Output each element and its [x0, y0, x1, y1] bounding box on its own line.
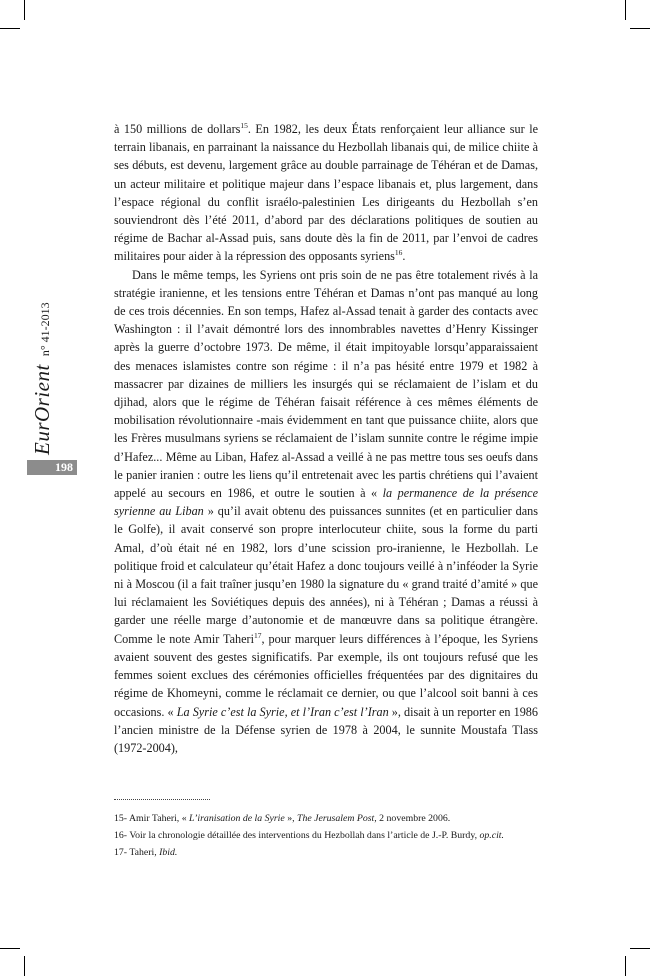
crop-mark — [625, 956, 626, 976]
page-number: 198 — [27, 460, 77, 475]
footnotes — [114, 812, 538, 863]
paragraph — [114, 120, 538, 266]
crop-mark — [625, 0, 626, 20]
paragraph — [114, 266, 538, 757]
text-run: Dans le même temps, les Syriens ont pris soin de ne pas être totalement rivés à la stratégie iranienne, et les tensions entre Téhéran et Damas n’ont pas manqué au long de ces trois décennies. En son temps, Hafez al-Assad tenait à garder des contacts avec Washington : il l’avait démontré lors des innombrables navettes d’Henry Kissinger après la guerre d’octobre 1973. De même, il était impitoyable lorsqu’apparaissaient des menaces islamistes contre son régime : il n’a pas hésité entre 1979 et 1982 à massacrer par dizaines de milliers les insurgés qui se réclamaient de l’islam et du djihad, alors que le régime de Téhéran faisait référence à ces mêmes éléments de mobilisation révolutionnaire -mais évidemment en tant que puissance chiite, alors que les Frères musulmans syriens se réclamaient de l’islam sunnite contre le régime impie d’Hafez... Même au Liban, Hafez al-Assad a veillé à ne pas mettre tous ses oeufs dans le panier iranien : outre les liens qu’il entretenait avec les partis chrétiens qui l’avaient appelé au secours en 1986, et outre le soutien à « — [114, 267, 538, 501]
footnote-17 — [114, 846, 538, 860]
body-text — [114, 120, 538, 757]
footnote-ref-15[interactable]: 15 — [240, 120, 248, 130]
crop-mark — [0, 948, 20, 949]
text-run: , pour marquer leurs différences à l’époque, les Syriens avaient souvent des gestes significatifs. Par exemple, ils ont toujours refusé que les femmes soient exclues des cérémonies officielles fréquentées par des dignitaires du régime de Khomeyni, comme le réclamait ce dernier, ou que l’alcool soit banni à ces occasions. « — [114, 631, 538, 719]
footnote-15 — [114, 812, 538, 826]
crop-mark — [24, 0, 25, 20]
crop-mark — [630, 28, 650, 29]
citation-abbrev: op.cit. — [479, 830, 504, 841]
text-run: » qu’il avait obtenu des puissances sunnites (et en particulier dans le Golfe), il avait conservé son propre interlocuteur chiite, sous la forme du parti Amal, d’où était né en 1982, lors d’une scission pro-iranienne, le Hezbollah. Le politique froid et calculateur qu’était Hafez a donc toujours veillé à n’inféoder la Syrie ni à Moscou (il a fait traîner jusqu’en 1980 la signature du « grand traité d’amité » que lui réclamaient les Soviétiques depuis des années), ni à Téhéran ; Damas a réussi à garder une réelle marge d’autonomie et de manœuvre dans sa politique étrangère. Comme le note Amir Taheri — [114, 504, 539, 646]
footnote-separator — [114, 799, 210, 800]
running-header — [30, 302, 55, 455]
crop-mark — [24, 956, 25, 976]
cited-journal: The Jerusalem Post — [297, 813, 375, 824]
footnote-ref-16[interactable]: 16 — [394, 248, 403, 258]
text-run: 16- Voir la chronologie détaillée des interventions du Hezbollah dans l’article de J.-P. Burdy, — [114, 830, 480, 841]
quotation: La Syrie c’est la Syrie, et l’Iran c’est l’Iran — [176, 704, 389, 719]
text-run: 17- Taheri, — [114, 847, 160, 858]
quotation: la permanence de la présence syrienne au Liban — [114, 486, 538, 519]
text-run: . En 1982, les deux États renforçaient leur alliance sur le terrain libanais, en parrainant la naissance du Hezbollah libanais qui, de milice chiite à ses débuts, est devenu, largement grâce au double parrainage de Téhéran et de Damas, un acteur militaire et politique majeur dans l’espace libanais et, plus largement, dans l’espace régional du conflit israélo-palestinien Les dirigeants du Hezbollah s’en souviendront dès l’été 2011, d’abord par des déclarations politiques de soutien au régime de Bachar al-Assad puis, sans doute dès la fin de 2011, par l’envoi de cadres militaires pour aider à la répression des opposants syriens — [114, 122, 538, 264]
issue-number: n° 41-2013 — [38, 302, 52, 357]
text-run: 15- Amir Taheri, « — [114, 813, 190, 824]
text-run: , 2 novembre 2006. — [374, 813, 451, 824]
footnote-ref-17[interactable]: 17 — [254, 630, 262, 640]
footnote-16 — [114, 829, 538, 843]
text-run: », disait à un reporter en 1986 l’ancien ministre de la Défense syrien de 1978 à 2004, le sunnite Moustafa Tlass (1972-2004), — [114, 704, 538, 755]
journal-name: EurOrient — [30, 364, 54, 455]
citation-abbrev: Ibid. — [159, 847, 178, 858]
crop-mark — [630, 948, 650, 949]
cited-title: L’iranisation de la Syrie — [189, 813, 285, 824]
text-run: . — [402, 249, 406, 264]
text-run: à 150 millions de dollars — [114, 122, 241, 136]
crop-mark — [0, 28, 20, 29]
text-run: », — [284, 813, 297, 824]
